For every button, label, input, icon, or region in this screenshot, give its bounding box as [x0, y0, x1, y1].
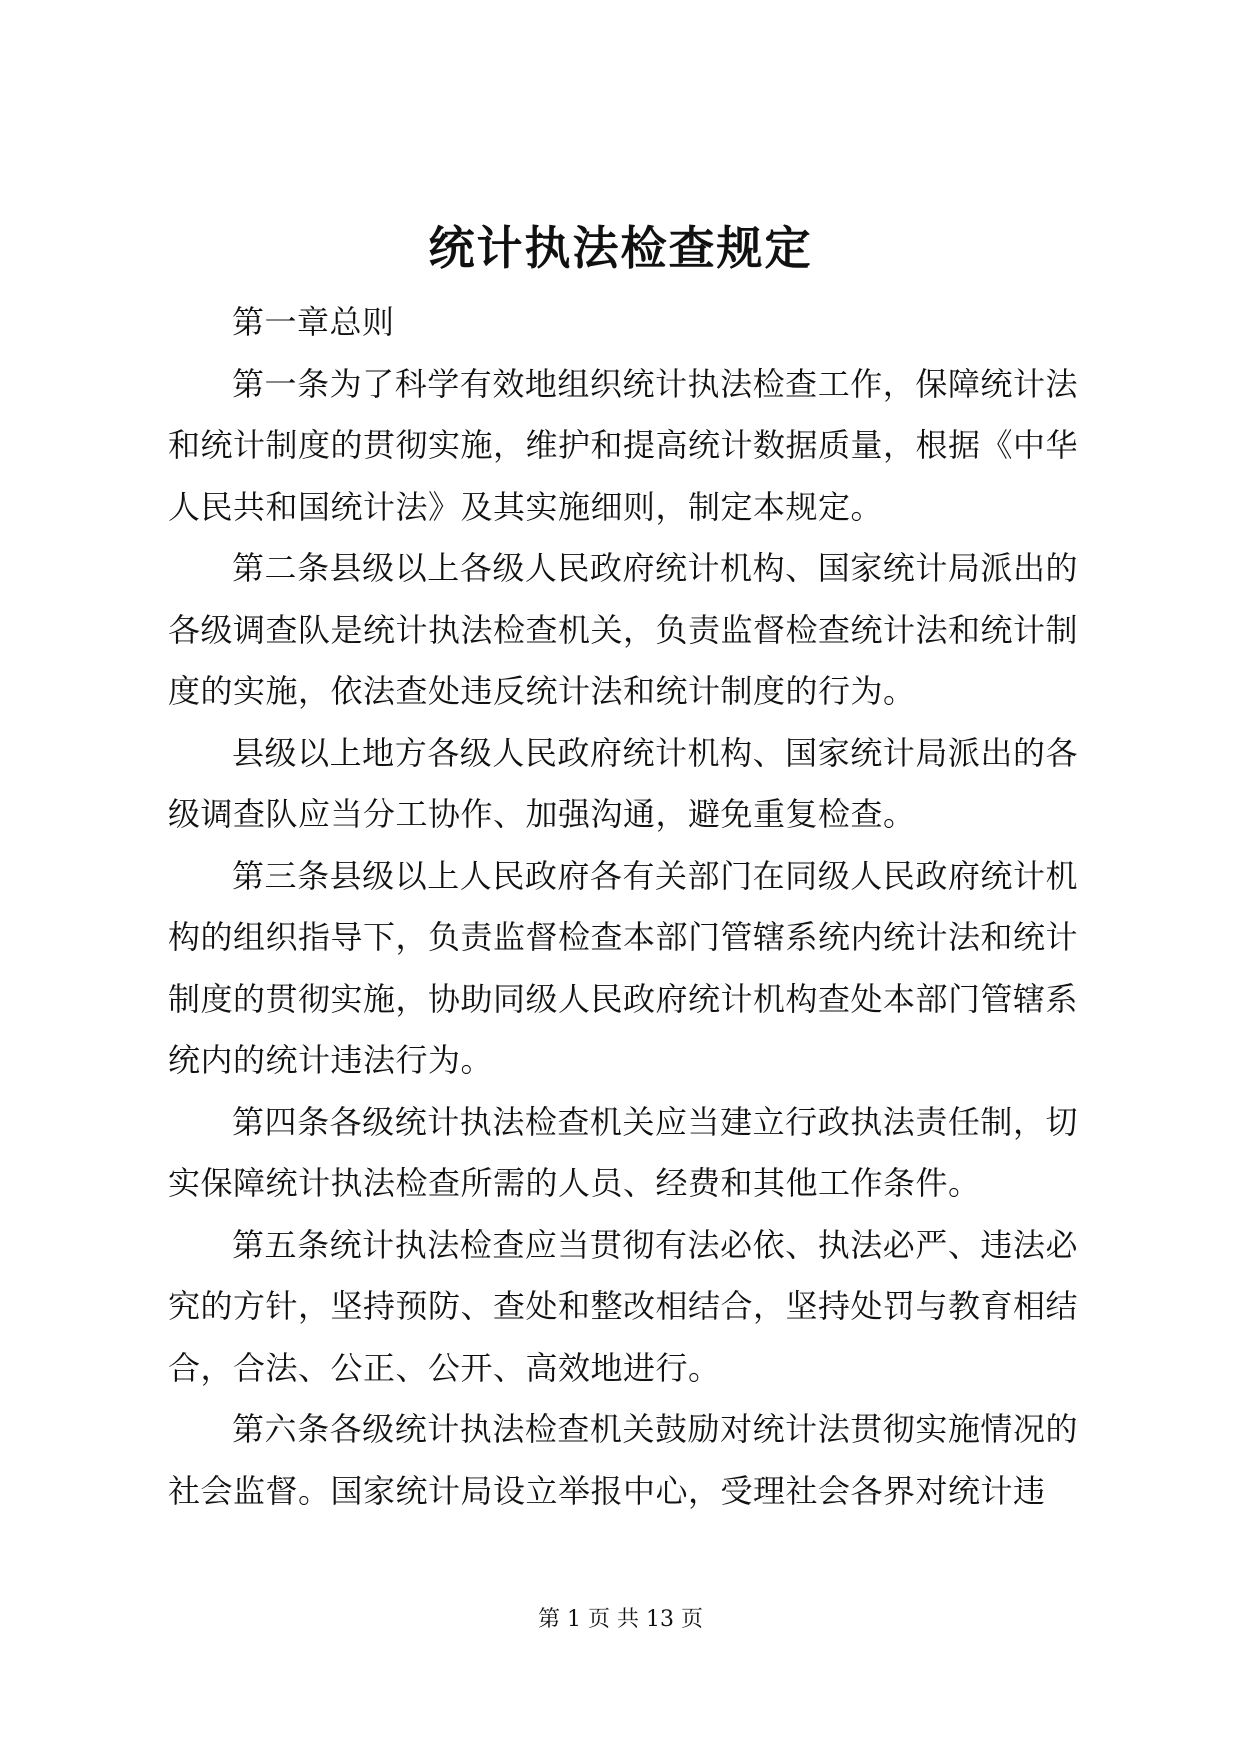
- article-paragraph: 第四条各级统计执法检查机关应当建立行政执法责任制，切实保障统计执法检查所需的人员、经费和其他工作条件。: [168, 1102, 1078, 1202]
- article-paragraph: 县级以上地方各级人民政府统计机构、国家统计局派出的各级调查队应当分工协作、加强沟通，避免重复检查。: [168, 733, 1078, 833]
- document-title: 统计执法检查规定: [428, 221, 813, 275]
- article-paragraph: 第二条县级以上各级人民政府统计机构、国家统计局派出的各级调查队是统计执法检查机关，负责监督检查统计法和统计制度的实施，依法查处违反统计法和统计制度的行为。: [168, 549, 1079, 710]
- chapter-heading: 第一章总则: [232, 303, 395, 341]
- page-footer: 第 1 页 共 13 页: [538, 1607, 703, 1632]
- article-paragraph: 第三条县级以上人民政府各有关部门在同级人民政府统计机构的组织指导下，负责监督检查本部门管辖系统内统计法和统计制度的贯彻实施，协助同级人民政府统计机构查处本部门管辖系统内的统计违法行为。: [168, 856, 1079, 1079]
- article-paragraph: 第六条各级统计执法检查机关鼓励对统计法贯彻实施情况的社会监督。国家统计局设立举报中心，受理社会各界对统计违: [168, 1410, 1078, 1510]
- document-body: [168, 292, 1078, 1522]
- article-paragraph: 第五条统计执法检查应当贯彻有法必依、执法必严、违法必究的方针，坚持预防、查处和整改相结合，坚持处罚与教育相结合，合法、公正、公开、高效地进行。: [168, 1225, 1079, 1387]
- article-paragraph: 第一条为了科学有效地组织统计执法检查工作，保障统计法和统计制度的贯彻实施，维护和提高统计数据质量，根据《中华人民共和国统计法》及其实施细则，制定本规定。: [168, 364, 1079, 526]
